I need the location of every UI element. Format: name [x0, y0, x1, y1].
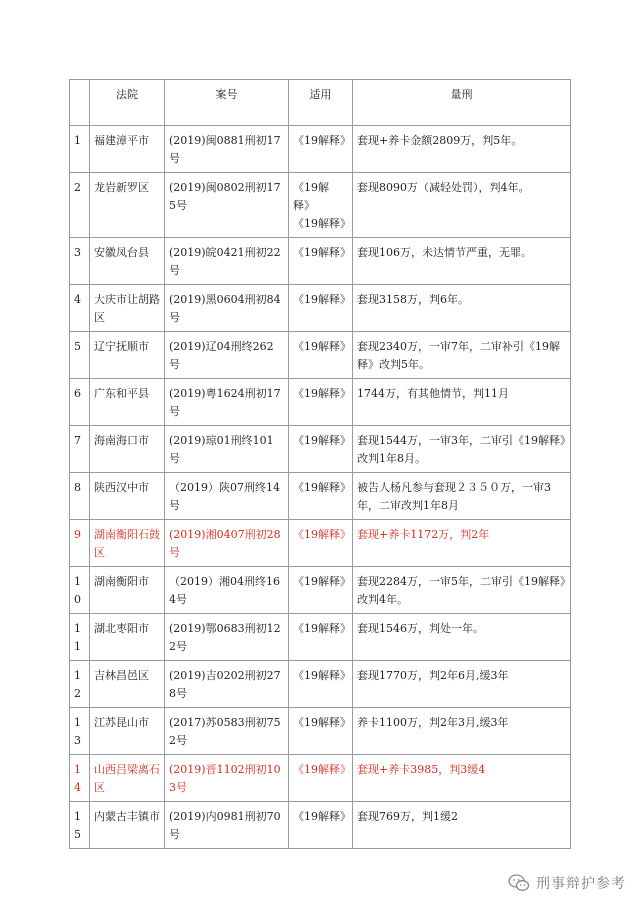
row-sentence: 套现1770万，判2年6月,缓3年	[353, 661, 571, 708]
table-row	[70, 614, 571, 661]
row-case-no: (2019)吉0202刑初278号	[165, 661, 289, 708]
row-index: 13	[70, 708, 90, 755]
row-index: 2	[70, 173, 90, 238]
row-index: 8	[70, 473, 90, 520]
row-court: 湖南衡阳石鼓区	[90, 520, 165, 567]
row-law: 《19解释》	[289, 379, 353, 426]
row-index: 5	[70, 332, 90, 379]
header-law: 适用	[289, 80, 353, 126]
row-court: 广东和平县	[90, 379, 165, 426]
row-case-no: (2019)鄂0683刑初122号	[165, 614, 289, 661]
row-court: 湖北枣阳市	[90, 614, 165, 661]
row-law: 《19解释》	[289, 520, 353, 567]
row-case-no: (2019)黑0604刑初84号	[165, 285, 289, 332]
row-sentence: 套现+养卡金额2809万，判5年。	[353, 126, 571, 173]
row-case-no: (2019)闽0802刑初175号	[165, 173, 289, 238]
table-row	[70, 520, 571, 567]
row-law: 《19解释》	[289, 755, 353, 802]
row-law: 《19解释》	[289, 567, 353, 614]
table-row	[70, 473, 571, 520]
table-header-row	[70, 80, 571, 126]
row-sentence: 套现769万，判1缓2	[353, 802, 571, 849]
row-court: 大庆市让胡路区	[90, 285, 165, 332]
row-court: 内蒙古丰镇市	[90, 802, 165, 849]
row-sentence: 套现3158万，判6年。	[353, 285, 571, 332]
row-index: 15	[70, 802, 90, 849]
watermark	[508, 873, 626, 893]
row-case-no: (2019)皖0421刑初22号	[165, 238, 289, 285]
table-row	[70, 426, 571, 473]
row-law: 《19解释》	[289, 285, 353, 332]
row-index: 6	[70, 379, 90, 426]
row-case-no: (2019)琼01刑终101号	[165, 426, 289, 473]
row-law: 《19解释》	[289, 802, 353, 849]
row-case-no: （2019）湘04刑终164号	[165, 567, 289, 614]
table-row	[70, 173, 571, 238]
row-court: 湖南衡阳市	[90, 567, 165, 614]
row-court: 安徽凤台县	[90, 238, 165, 285]
row-sentence: 养卡1100万，判2年3月,缓3年	[353, 708, 571, 755]
row-index: 12	[70, 661, 90, 708]
table-row	[70, 332, 571, 379]
row-case-no: (2019)内0981刑初70号	[165, 802, 289, 849]
row-case-no: (2017)苏0583刑初752号	[165, 708, 289, 755]
row-law: 《19解释》 《19解释》	[289, 173, 353, 238]
row-case-no: (2019)辽04刑终262号	[165, 332, 289, 379]
table-row	[70, 238, 571, 285]
row-law: 《19解释》	[289, 126, 353, 173]
row-court: 海南海口市	[90, 426, 165, 473]
row-court: 辽宁抚顺市	[90, 332, 165, 379]
row-sentence: 套现2340万，一审7年，二审补引《19解释》改判5年。	[353, 332, 571, 379]
row-index: 14	[70, 755, 90, 802]
watermark-text: 刑事辩护参考	[536, 876, 626, 892]
cases-table	[69, 79, 571, 849]
row-law: 《19解释》	[289, 708, 353, 755]
row-law: 《19解释》	[289, 332, 353, 379]
row-index: 3	[70, 238, 90, 285]
row-court: 江苏昆山市	[90, 708, 165, 755]
row-index: 7	[70, 426, 90, 473]
row-case-no: （2019）陕07刑终14号	[165, 473, 289, 520]
row-sentence: 套现106万，未达情节严重，无罪。	[353, 238, 571, 285]
row-sentence: 被告人杨凡参与套现２３５０万，一审3年，二审改判1年8月	[353, 473, 571, 520]
table-row	[70, 661, 571, 708]
row-case-no: (2019)粤1624刑初17号	[165, 379, 289, 426]
row-sentence: 套现2284万，一审5年，二审引《19解释》改判4年。	[353, 567, 571, 614]
row-sentence: 套现+养卡1172万，判2年	[353, 520, 571, 567]
row-sentence: 套现1544万，一审3年，二审引《19解释》改判1年8月。	[353, 426, 571, 473]
wechat-icon	[508, 874, 530, 892]
row-sentence: 套现8090万（减轻处罚），判4年。	[353, 173, 571, 238]
row-court: 吉林昌邑区	[90, 661, 165, 708]
row-index: 11	[70, 614, 90, 661]
header-court: 法院	[90, 80, 165, 126]
table-row	[70, 802, 571, 849]
table-row	[70, 708, 571, 755]
table-row	[70, 379, 571, 426]
row-index: 10	[70, 567, 90, 614]
row-law: 《19解释》	[289, 426, 353, 473]
row-index: 1	[70, 126, 90, 173]
row-case-no: (2019)湘0407刑初28号	[165, 520, 289, 567]
row-index: 4	[70, 285, 90, 332]
header-index	[70, 80, 90, 126]
table-row	[70, 755, 571, 802]
row-court: 陕西汉中市	[90, 473, 165, 520]
row-law: 《19解释》	[289, 238, 353, 285]
row-law: 《19解释》	[289, 614, 353, 661]
row-law: 《19解释》	[289, 473, 353, 520]
row-sentence: 1744万，有其他情节，判11月	[353, 379, 571, 426]
table-row	[70, 126, 571, 173]
table-row	[70, 285, 571, 332]
row-index: 9	[70, 520, 90, 567]
row-sentence: 套现+养卡3985，判3缓4	[353, 755, 571, 802]
row-case-no: (2019)闽0881刑初17号	[165, 126, 289, 173]
row-sentence: 套现1546万，判处一年。	[353, 614, 571, 661]
row-court: 山西吕梁离石区	[90, 755, 165, 802]
row-case-no: (2019)晋1102刑初103号	[165, 755, 289, 802]
row-law: 《19解释》	[289, 661, 353, 708]
header-case-no: 案号	[165, 80, 289, 126]
row-court: 福建漳平市	[90, 126, 165, 173]
row-court: 龙岩新罗区	[90, 173, 165, 238]
table-row	[70, 567, 571, 614]
header-sentence: 量刑	[353, 80, 571, 126]
table-body	[70, 126, 571, 849]
